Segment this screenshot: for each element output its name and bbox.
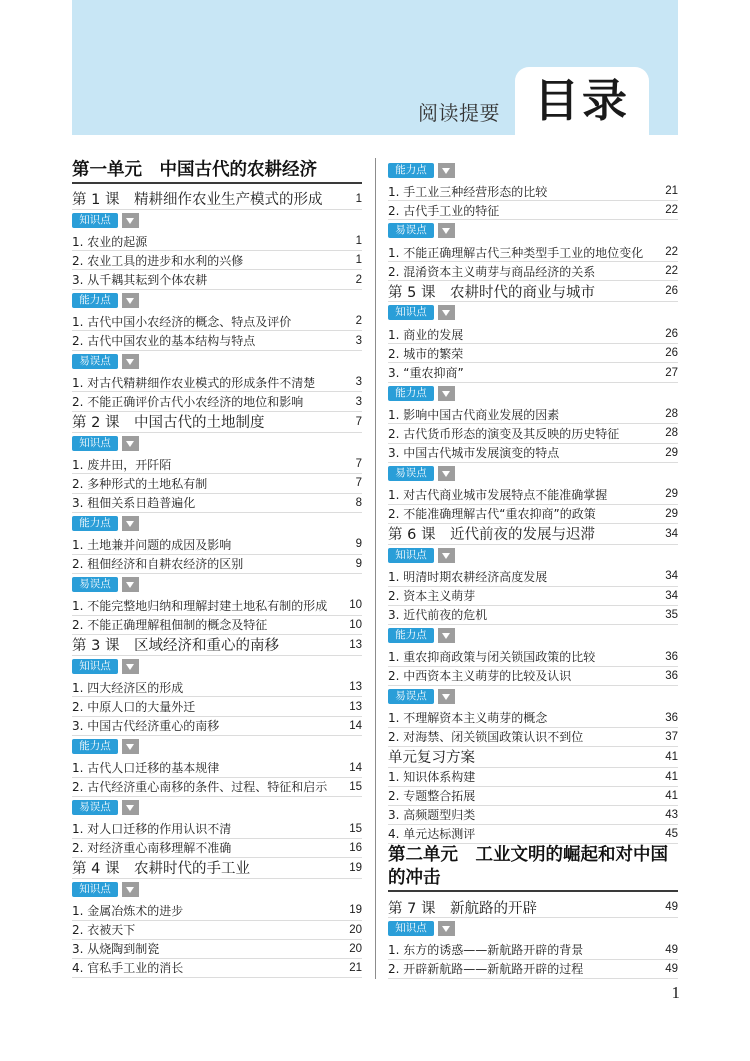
lesson-heading bbox=[388, 281, 678, 302]
item-text: 3. 从千耦其耘到个体农耕 bbox=[72, 273, 208, 288]
toc-item bbox=[388, 787, 678, 806]
toc-item bbox=[388, 768, 678, 787]
toc-item bbox=[72, 616, 362, 635]
toc-item bbox=[72, 819, 362, 838]
triangle-down-icon bbox=[122, 354, 139, 369]
item-page: 7 bbox=[355, 477, 362, 490]
lesson-page: 13 bbox=[349, 638, 362, 651]
item-text: 1. 不理解资本主义萌芽的概念 bbox=[388, 711, 548, 726]
item-page: 10 bbox=[349, 599, 362, 612]
item-page: 34 bbox=[665, 589, 678, 602]
toc-item bbox=[388, 485, 678, 504]
tag-label: 知识点 bbox=[388, 921, 434, 936]
toc-item bbox=[388, 941, 678, 960]
toc-item bbox=[72, 839, 362, 858]
lesson-title: 第 7 课 新航路的开辟 bbox=[388, 900, 537, 917]
item-text: 1. 对古代精耕细作农业模式的形成条件不清楚 bbox=[72, 375, 316, 390]
item-text: 2. 古代经济重心南移的条件、过程、特征和启示 bbox=[72, 780, 328, 795]
item-text: 3. 近代前夜的危机 bbox=[388, 608, 488, 623]
section-tag bbox=[388, 686, 678, 709]
item-page: 27 bbox=[665, 366, 678, 379]
toc-item bbox=[388, 262, 678, 281]
unit-heading: 第二单元 工业文明的崛起和对中国的冲击 bbox=[388, 844, 678, 892]
section-tag bbox=[388, 160, 678, 183]
item-text: 1. 明清时期农耕经济高度发展 bbox=[388, 569, 548, 584]
toc-item bbox=[72, 697, 362, 716]
item-text: 1. 土地兼并问题的成因及影响 bbox=[72, 537, 232, 552]
item-text: 2. 古代中国农业的基本结构与特点 bbox=[72, 334, 256, 349]
toc-item bbox=[72, 940, 362, 959]
item-text: 1. 手工业三种经营形态的比较 bbox=[388, 184, 548, 199]
item-page: 3 bbox=[355, 395, 362, 408]
item-page: 10 bbox=[349, 618, 362, 631]
item-page: 13 bbox=[349, 681, 362, 694]
item-text: 1. 对人口迁移的作用认识不清 bbox=[72, 822, 232, 836]
lesson-title: 第 1 课 精耕细作农业生产模式的形成 bbox=[72, 192, 323, 208]
section-tag bbox=[388, 545, 678, 568]
item-page: 29 bbox=[665, 507, 678, 520]
tag-label: 能力点 bbox=[72, 739, 118, 754]
item-text: 1. 知识体系构建 bbox=[388, 770, 476, 785]
tag-label: 易误点 bbox=[388, 689, 434, 704]
triangle-down-icon bbox=[438, 548, 455, 563]
item-page: 3 bbox=[355, 334, 362, 347]
toc-item bbox=[72, 455, 362, 474]
item-page: 3 bbox=[355, 376, 362, 389]
item-page: 28 bbox=[665, 427, 678, 440]
item-text: 2. 专题整合拓展 bbox=[388, 789, 476, 804]
tag-label: 易误点 bbox=[388, 466, 434, 481]
lesson-heading bbox=[72, 189, 362, 210]
item-text: 2. 城市的繁荣 bbox=[388, 346, 464, 361]
tag-label: 能力点 bbox=[388, 386, 434, 401]
item-page: 35 bbox=[665, 608, 678, 621]
section-tag bbox=[72, 879, 362, 902]
section-tag bbox=[388, 625, 678, 648]
toc-item bbox=[72, 251, 362, 270]
section-tag bbox=[388, 220, 678, 243]
item-page: 43 bbox=[665, 808, 678, 821]
toc-item bbox=[72, 959, 362, 978]
item-text: 2. 对海禁、闭关锁国政策认识不到位 bbox=[388, 730, 584, 745]
triangle-down-icon bbox=[122, 516, 139, 531]
item-text: 2. 多种形式的土地私有制 bbox=[72, 476, 208, 491]
item-text: 1. 重农抑商政策与闭关锁国政策的比较 bbox=[388, 650, 596, 665]
item-page: 41 bbox=[665, 789, 678, 802]
toc-item bbox=[388, 825, 678, 844]
section-tag bbox=[388, 302, 678, 325]
toc-item bbox=[72, 270, 362, 289]
item-page: 49 bbox=[665, 943, 678, 956]
toc-item bbox=[388, 606, 678, 625]
triangle-down-icon bbox=[438, 305, 455, 320]
item-text: 1. 古代人口迁移的基本规律 bbox=[72, 761, 220, 776]
section-tag bbox=[72, 797, 362, 820]
lesson-page: 34 bbox=[665, 527, 678, 540]
item-page: 9 bbox=[355, 557, 362, 570]
lesson-page: 26 bbox=[665, 285, 678, 298]
section-tag bbox=[72, 210, 362, 233]
item-page: 2 bbox=[355, 273, 362, 286]
lesson-heading bbox=[72, 635, 362, 656]
left-column bbox=[72, 159, 362, 978]
toc-item bbox=[388, 587, 678, 606]
tag-label: 易误点 bbox=[388, 223, 434, 238]
tag-label: 能力点 bbox=[72, 516, 118, 531]
toc-item bbox=[72, 678, 362, 697]
tag-label: 知识点 bbox=[72, 659, 118, 674]
tag-label: 知识点 bbox=[72, 436, 118, 451]
header-subtitle: 阅读提要 bbox=[418, 101, 500, 125]
item-page: 1 bbox=[355, 254, 362, 267]
item-text: 2. 不能正确评价古代小农经济的地位和影响 bbox=[72, 395, 304, 409]
page-number: 1 bbox=[671, 983, 680, 1002]
toc-item bbox=[388, 667, 678, 686]
item-text: 3. “重农抑商” bbox=[388, 366, 464, 380]
lesson-heading bbox=[388, 524, 678, 545]
item-page: 45 bbox=[665, 827, 678, 840]
item-page: 8 bbox=[355, 496, 362, 509]
section-tag bbox=[72, 433, 362, 456]
toc-item bbox=[388, 708, 678, 727]
item-page: 21 bbox=[349, 961, 362, 974]
item-page: 41 bbox=[665, 770, 678, 783]
lesson-heading bbox=[388, 747, 678, 768]
section-tag bbox=[72, 736, 362, 759]
toc-item bbox=[388, 806, 678, 825]
triangle-down-icon bbox=[122, 436, 139, 451]
item-page: 34 bbox=[665, 570, 678, 583]
item-text: 2. 农业工具的进步和水利的兴修 bbox=[72, 253, 244, 268]
item-page: 20 bbox=[349, 923, 362, 936]
tag-label: 知识点 bbox=[388, 548, 434, 563]
section-tag bbox=[388, 918, 678, 941]
tag-label: 能力点 bbox=[388, 163, 434, 178]
item-text: 1. 不能正确理解古代三种类型手工业的地位变化 bbox=[388, 245, 644, 260]
toc-item bbox=[388, 182, 678, 201]
lesson-page: 7 bbox=[355, 415, 362, 428]
toc-item bbox=[72, 901, 362, 920]
toc-item bbox=[72, 778, 362, 797]
toc-item bbox=[72, 717, 362, 736]
toc-item bbox=[72, 373, 362, 392]
item-text: 1. 农业的起源 bbox=[72, 234, 148, 249]
item-page: 13 bbox=[349, 700, 362, 713]
lesson-page: 49 bbox=[665, 901, 678, 914]
lesson-heading bbox=[72, 412, 362, 433]
section-tag bbox=[72, 574, 362, 597]
item-page: 15 bbox=[349, 822, 362, 835]
section-tag bbox=[72, 513, 362, 536]
item-text: 3. 从烧陶到制瓷 bbox=[72, 942, 160, 957]
title-tab bbox=[515, 67, 649, 135]
item-page: 36 bbox=[665, 711, 678, 724]
toc-item bbox=[72, 921, 362, 940]
item-text: 1. 金属冶炼术的进步 bbox=[72, 903, 184, 918]
triangle-down-icon bbox=[438, 163, 455, 178]
item-text: 3. 中国古代经济重心的南移 bbox=[72, 719, 220, 734]
item-page: 1 bbox=[355, 235, 362, 248]
item-page: 22 bbox=[665, 246, 678, 259]
toc-item bbox=[72, 232, 362, 251]
item-text: 3. 中国古代城市发展演变的特点 bbox=[388, 446, 560, 461]
item-text: 2. 开辟新航路——新航路开辟的过程 bbox=[388, 962, 584, 977]
toc-item bbox=[388, 325, 678, 344]
triangle-down-icon bbox=[438, 223, 455, 238]
item-page: 37 bbox=[665, 730, 678, 743]
toc-item bbox=[388, 728, 678, 747]
triangle-down-icon bbox=[438, 628, 455, 643]
toc-item bbox=[388, 405, 678, 424]
toc-item bbox=[72, 392, 362, 411]
triangle-down-icon bbox=[438, 921, 455, 936]
item-page: 29 bbox=[665, 446, 678, 459]
triangle-down-icon bbox=[122, 882, 139, 897]
lesson-title: 第 4 课 农耕时代的手工业 bbox=[72, 861, 250, 878]
toc-item bbox=[72, 494, 362, 513]
item-text: 2. 古代货币形态的演变及其反映的历史特征 bbox=[388, 426, 620, 441]
section-tag bbox=[72, 656, 362, 679]
item-page: 49 bbox=[665, 962, 678, 975]
lesson-title: 第 6 课 近代前夜的发展与迟滞 bbox=[388, 527, 595, 544]
item-page: 2 bbox=[355, 315, 362, 328]
item-text: 3. 租佃关系日趋普遍化 bbox=[72, 496, 196, 511]
item-page: 21 bbox=[665, 185, 678, 198]
section-tag bbox=[72, 290, 362, 313]
toc-item bbox=[72, 535, 362, 554]
item-page: 20 bbox=[349, 942, 362, 955]
toc-item bbox=[388, 960, 678, 979]
triangle-down-icon bbox=[438, 689, 455, 704]
tag-label: 易误点 bbox=[72, 577, 118, 592]
tag-label: 能力点 bbox=[388, 628, 434, 643]
toc-item bbox=[72, 596, 362, 615]
header-banner bbox=[72, 0, 678, 135]
item-page: 9 bbox=[355, 538, 362, 551]
item-text: 1. 商业的发展 bbox=[388, 327, 464, 342]
lesson-page: 1 bbox=[355, 192, 362, 205]
item-text: 3. 高频题型归类 bbox=[388, 808, 476, 823]
item-text: 1. 四大经济区的形成 bbox=[72, 680, 184, 695]
item-text: 1. 对古代商业城市发展特点不能准确掌握 bbox=[388, 487, 608, 502]
triangle-down-icon bbox=[438, 386, 455, 401]
item-text: 2. 对经济重心南移理解不准确 bbox=[72, 841, 232, 856]
triangle-down-icon bbox=[122, 213, 139, 228]
toc-item bbox=[388, 505, 678, 524]
lesson-title: 第 2 课 中国古代的土地制度 bbox=[72, 415, 265, 432]
toc-item bbox=[388, 444, 678, 463]
item-page: 16 bbox=[349, 841, 362, 854]
item-text: 1. 古代中国小农经济的概念、特点及评价 bbox=[72, 314, 292, 329]
toc-item bbox=[72, 331, 362, 350]
toc-item bbox=[388, 243, 678, 262]
item-page: 22 bbox=[665, 265, 678, 278]
unit-heading: 第一单元 中国古代的农耕经济 bbox=[72, 159, 362, 184]
lesson-heading bbox=[72, 858, 362, 879]
section-tag bbox=[388, 383, 678, 406]
lesson-page: 41 bbox=[665, 750, 678, 763]
page-title: 目录 bbox=[533, 74, 630, 127]
tag-label: 易误点 bbox=[72, 800, 118, 815]
item-page: 26 bbox=[665, 328, 678, 341]
item-text: 2. 不能正确理解租佃制的概念及特征 bbox=[72, 618, 268, 633]
lesson-title: 单元复习方案 bbox=[388, 750, 475, 767]
tag-label: 能力点 bbox=[72, 293, 118, 308]
item-page: 36 bbox=[665, 650, 678, 663]
item-text: 4. 单元达标测评 bbox=[388, 827, 476, 842]
triangle-down-icon bbox=[122, 739, 139, 754]
tag-label: 知识点 bbox=[72, 213, 118, 228]
toc-item bbox=[388, 647, 678, 666]
item-page: 14 bbox=[349, 719, 362, 732]
item-text: 2. 中西资本主义萌芽的比较及认识 bbox=[388, 669, 572, 684]
toc-item bbox=[388, 567, 678, 586]
item-text: 2. 租佃经济和自耕农经济的区别 bbox=[72, 557, 244, 572]
tag-label: 易误点 bbox=[72, 354, 118, 369]
item-page: 14 bbox=[349, 761, 362, 774]
lesson-title: 第 3 课 区域经济和重心的南移 bbox=[72, 638, 279, 655]
right-column bbox=[388, 160, 678, 980]
lesson-heading bbox=[388, 897, 678, 918]
item-text: 2. 混淆资本主义萌芽与商品经济的关系 bbox=[388, 264, 596, 279]
item-text: 2. 古代手工业的特征 bbox=[388, 203, 500, 218]
item-page: 19 bbox=[349, 904, 362, 917]
item-text: 1. 不能完整地归纳和理解封建土地私有制的形成 bbox=[72, 598, 328, 613]
item-page: 29 bbox=[665, 488, 678, 501]
lesson-page: 19 bbox=[349, 861, 362, 874]
item-text: 4. 官私手工业的消长 bbox=[72, 961, 184, 976]
triangle-down-icon bbox=[438, 466, 455, 481]
tag-label: 知识点 bbox=[72, 882, 118, 897]
toc-item bbox=[72, 555, 362, 574]
toc-item bbox=[388, 424, 678, 443]
item-text: 2. 衣被天下 bbox=[72, 923, 136, 938]
item-page: 15 bbox=[349, 780, 362, 793]
item-page: 7 bbox=[355, 458, 362, 471]
item-text: 2. 资本主义萌芽 bbox=[388, 589, 476, 604]
section-tag bbox=[72, 351, 362, 374]
toc-item bbox=[388, 201, 678, 220]
item-page: 28 bbox=[665, 408, 678, 421]
item-text: 1. 东方的诱惑——新航路开辟的背景 bbox=[388, 943, 584, 958]
item-text: 2. 不能准确理解古代“重农抑商”的政策 bbox=[388, 507, 596, 522]
section-tag bbox=[388, 463, 678, 486]
toc-item bbox=[72, 312, 362, 331]
item-page: 36 bbox=[665, 669, 678, 682]
item-page: 22 bbox=[665, 204, 678, 217]
triangle-down-icon bbox=[122, 293, 139, 308]
tag-label: 知识点 bbox=[388, 305, 434, 320]
triangle-down-icon bbox=[122, 800, 139, 815]
triangle-down-icon bbox=[122, 577, 139, 592]
toc-item bbox=[72, 758, 362, 777]
item-text: 2. 中原人口的大量外迁 bbox=[72, 700, 196, 715]
lesson-title: 第 5 课 农耕时代的商业与城市 bbox=[388, 284, 595, 301]
toc-item bbox=[388, 344, 678, 363]
toc-item bbox=[72, 474, 362, 493]
triangle-down-icon bbox=[122, 659, 139, 674]
toc-item bbox=[388, 363, 678, 382]
item-text: 1. 影响中国古代商业发展的因素 bbox=[388, 407, 560, 422]
item-page: 26 bbox=[665, 347, 678, 360]
column-divider bbox=[375, 158, 376, 979]
item-text: 1. 废井田，开阡陌 bbox=[72, 457, 172, 472]
